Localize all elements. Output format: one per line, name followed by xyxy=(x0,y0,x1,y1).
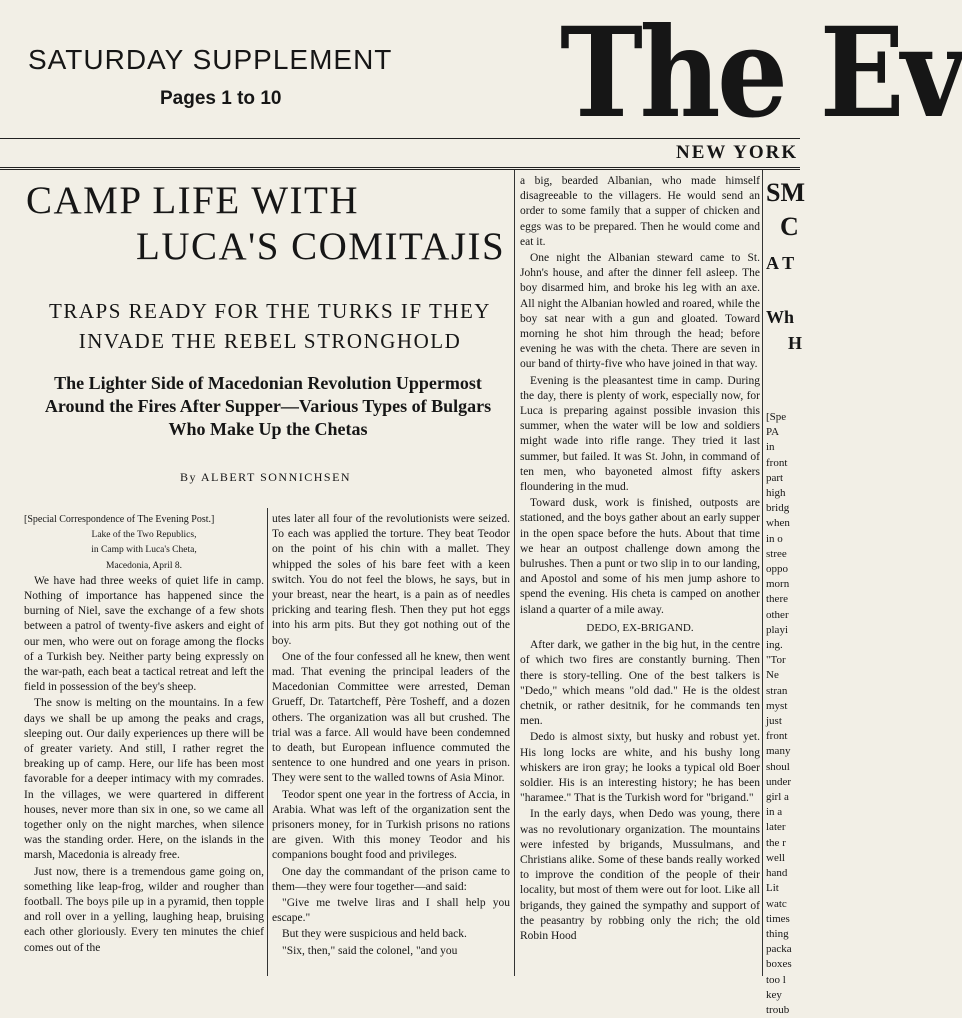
paragraph: In the early days, when Dedo was young, there was no revolutionary organization. The mountains were infested by brigands, Mussulmans, and Christians alike. Some of these bands really worked to improve the condition of the people of their locality, but most of them were out for loot. Like all brigands, they gained the sympathy and support of the peasantry by robbing only the rich; the old Robin Hood xyxy=(520,808,760,942)
fragment-line: times xyxy=(766,912,790,925)
fragment-line: bridg xyxy=(766,502,790,515)
fragment-line: later xyxy=(766,821,786,834)
fragment-heading: C xyxy=(780,212,799,241)
fragment-line: stran xyxy=(766,684,788,697)
fragment-heading: Wh xyxy=(766,307,795,327)
paragraph: utes later all four of the revolutionists were seized. To each was applied the torture. They beat Teodor on the point of his chin with a mallet. They whipped the soles of his bare feet with a keen switch. You do not feel the blows, he says, but in your breast, near the heart, is a pain as of needles pricking and tearing flesh. Then they put hot eggs into his arm pits. But they got nothing out of the boy. xyxy=(272,513,510,647)
fragment-line: [Spe xyxy=(766,411,787,423)
headline-line-1: CAMP LIFE WITH xyxy=(26,179,359,222)
fragment-heading: H xyxy=(788,333,803,353)
fragment-line: key xyxy=(766,988,782,1001)
masthead-city: NEW YORK xyxy=(676,142,799,163)
fragment-line: Lit xyxy=(766,882,779,895)
masthead-rule xyxy=(0,138,800,139)
fragment-line: troub xyxy=(766,1003,790,1016)
fragment-line: "Tor xyxy=(766,654,786,667)
fragment-line: PA xyxy=(766,426,780,439)
column-rule xyxy=(267,508,268,976)
paragraph: a big, bearded Albanian, who made himself disagreeable to the villagers. He would send an order to some family that a supper of chicken and eggs was to be prepared. Then he would come and eat it. xyxy=(520,175,760,248)
fragment-line: hand xyxy=(766,867,788,880)
fragment-line: other xyxy=(766,608,789,621)
dateline: Macedonia, April 8. xyxy=(106,560,182,571)
fragment-line: just xyxy=(766,715,782,728)
masthead-double-rule xyxy=(0,167,800,170)
paragraph: We have had three weeks of quiet life in camp. Nothing of importance has happened since the burning of Niel, save the exchange of a few shots between a patrol of twenty-five askers and eight of our men, who were out on forage among the flocks of a Turkish bey. Neither party being expressly on the war-path, each beat a tactical retreat and left the field in possession of the bey's sheep. xyxy=(24,574,264,694)
ear-pages: Pages 1 to 10 xyxy=(160,88,282,109)
article-column-3 xyxy=(520,174,760,976)
fragment-line: watc xyxy=(766,897,787,910)
fragment-line: there xyxy=(766,593,788,606)
paragraph: Toward dusk, work is finished, outposts are stationed, and the boys gather about an early supper in the open space before the huts. About that time we hear an outpost challenge down among the bulrushes. Then a punt or two slip in to our landing, and Apostol and some of his men jump ashore to spend the evening. His cheta is camped on another island a quarter of a mile away. xyxy=(520,497,760,616)
fragment-line: thing xyxy=(766,927,789,940)
fragment-line: under xyxy=(766,775,792,788)
fragment-heading: SM xyxy=(766,178,805,207)
fragment-line: ing. xyxy=(766,639,783,652)
fragment-line: shoul xyxy=(766,760,790,773)
fragment-line: front xyxy=(766,456,788,469)
paragraph: One of the four confessed all he knew, then went mad. That evening the principal leaders of the Macedonian Committee were arrested, Deman Grueff, Dr. Tatartcheff, Père Tosheff, and a dozen others. The organization was all but crushed. The trial was a farce. All would have been condemned to death, but European influence commuted the sentence to one hundred and one years in prison. They were sent to the walled towns of Asia Minor. xyxy=(272,650,510,785)
paragraph: But they were suspicious and held back. xyxy=(282,928,467,941)
article-column-2 xyxy=(272,512,510,976)
paragraph: One night the Albanian steward came to St. John's house, and after the dinner fell asleep. The boy disarmed him, and broke his leg with an axe. All night the Albanian howled and roared, while the boy sat near with a gun and gloated. Toward morning he shot him through the head; before evening he was with the cheta. There are seven in our band of thirty-five who have joined in that way. xyxy=(520,252,760,371)
fragment-line: part xyxy=(766,471,784,484)
fragment-line: packa xyxy=(766,943,792,956)
fragment-line: myst xyxy=(766,699,788,712)
fragment-line: the r xyxy=(766,836,786,849)
column-rule xyxy=(762,170,763,976)
fragment-line: morn xyxy=(766,578,790,591)
dateline: in Camp with Luca's Cheta, xyxy=(91,545,197,556)
ear-title: SATURDAY SUPPLEMENT xyxy=(28,44,393,75)
paragraph: After dark, we gather in the big hut, in the centre of which two fires are constantly burning. Then there is story-telling. One of the best talkers is "Dedo," which means "old dad." He is the oldest chetnik, or rather desitnik, for he commands ten men. xyxy=(520,639,760,728)
fragment-line: well xyxy=(766,851,785,864)
fragment-line: when xyxy=(766,517,790,530)
fragment-heading: A T xyxy=(766,253,795,273)
fragment-line: in a xyxy=(766,806,783,819)
paragraph: "Six, then," said the colonel, "and you xyxy=(282,944,458,957)
paragraph: The snow is melting on the mountains. In a few days we shall be up among the peaks and crags, sleeping out. Our daily experiences up there will be of greater variety. And still, I rather regret the breaking up of camp. Here, our life has been most favorable for a deeper intimacy with my comrades. In the villages, we were quartered in different houses, never more than six in one, so we came all together only on the night marches, when silence was the standing order. Here, on the islands in the marsh, Macedonia is already free. xyxy=(24,697,264,862)
fragment-line: too l xyxy=(766,973,786,986)
fragment-line: front xyxy=(766,730,788,743)
article-column-1 xyxy=(24,512,264,976)
fragment-line: many xyxy=(766,745,791,758)
fragment-line: oppo xyxy=(766,563,788,576)
paragraph: Teodor spent one year in the fortress of Accia, in Arabia. What was left of the organization sent the prisoners money, for in Turkish prisons no rations are given. With this money Teodor and his companions bought food and privileges. xyxy=(272,788,510,862)
fragment-line: high xyxy=(766,487,786,500)
fragment-line: in xyxy=(766,441,775,454)
fragment-line: in o xyxy=(766,532,783,545)
paragraph: Evening is the pleasantest time in camp. During the day, there is plenty of work, especially now, for Luca is preparing against possible invasion this summer, when the water will be low and soldiers might wade into rifle range. They tried it last summer, but failed. It was St. John, in command of ten men, who bayoneted almost fifty askers floundering in the mud. xyxy=(520,374,760,494)
paragraph: "Give me twelve liras and I shall help you escape." xyxy=(272,897,510,925)
fragment-line: Ne xyxy=(766,669,779,682)
fragment-line: stree xyxy=(766,547,787,560)
headline-deck-2: The Lighter Side of Macedonian Revolution Uppermost Around the Fires After Supper—Various Types of Bulgars Who Make Up the Chetas xyxy=(44,373,492,439)
subhead: DEDO, EX-BRIGAND. xyxy=(586,621,694,634)
headline-line-2: LUCA'S COMITAJIS xyxy=(136,225,506,268)
fragment-lines xyxy=(766,410,800,1018)
fragment-line: playi xyxy=(766,623,788,636)
dateline: Lake of the Two Republics, xyxy=(91,530,197,541)
fragment-line: girl a xyxy=(766,791,789,804)
masthead-name: The Ev xyxy=(560,1,962,146)
paragraph: One day the commandant of the prison came to them—they were four together—and said: xyxy=(272,865,510,893)
headline-deck-1: TRAPS READY FOR THE TURKS IF THEY INVADE THE REBEL STRONGHOLD xyxy=(49,299,491,353)
column-rule xyxy=(514,170,515,976)
fragment-line: boxes xyxy=(766,958,792,971)
paragraph: Just now, there is a tremendous game going on, something like leap-frog, wilder and rougher than football. The boys pile up in a pyramid, then topple and roll over in a yelling, laughing heap, bruising each other gloriously. Every ten minutes the chief comes out of the xyxy=(24,865,264,954)
byline: By ALBERT SONNICHSEN xyxy=(180,470,352,484)
paragraph: Dedo is almost sixty, but husky and robust yet. His long locks are white, and his bushy long whiskers are iron gray; he looks a typical old Boer soldier. His is an interesting history; he has been "haramee." That is the Turkish word for "brigand." xyxy=(520,731,760,805)
correspondence-note: [Special Correspondence of The Evening Post.] xyxy=(24,514,215,525)
article-column-4-fragment xyxy=(766,172,805,1018)
